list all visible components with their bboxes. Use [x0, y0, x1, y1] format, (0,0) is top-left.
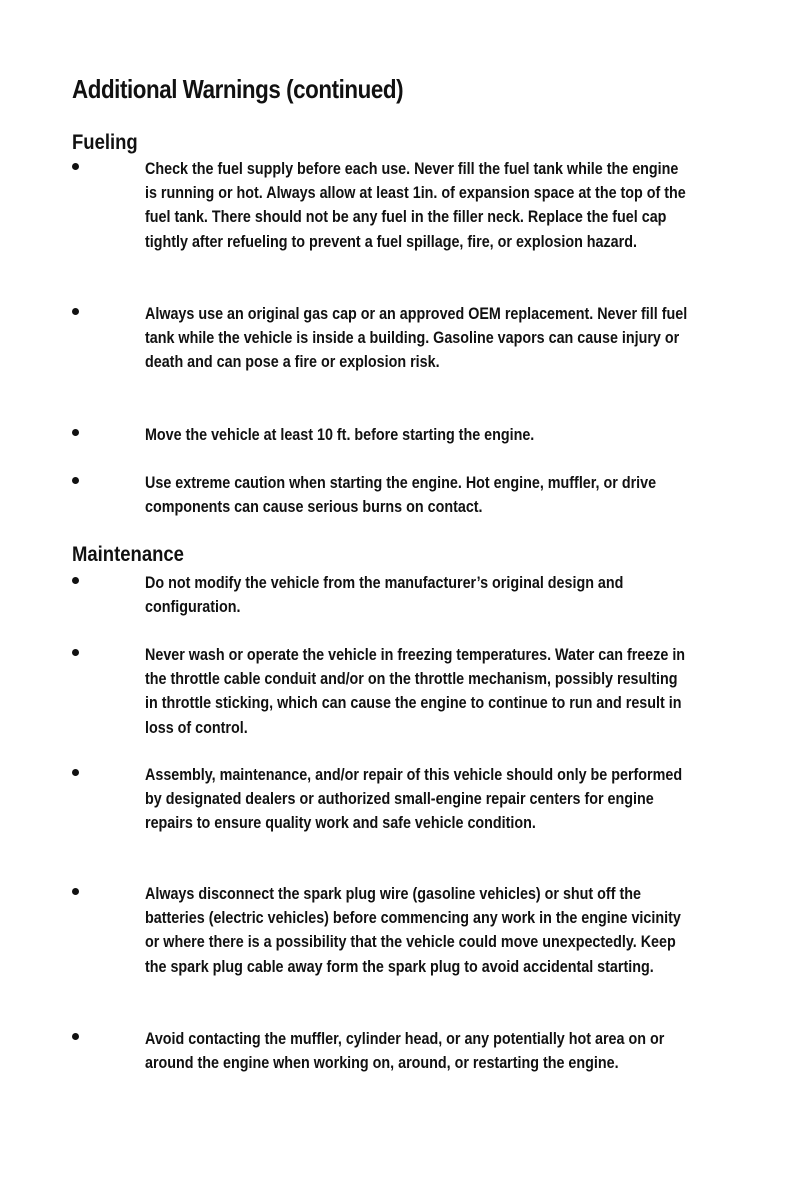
- bullet-icon: [72, 1033, 79, 1040]
- list-item-text: Avoid contacting the muffler, cylinder head, or any potentially hot area on or around the engine when working on, around, or restarting the engine.: [145, 1030, 665, 1073]
- bullet-icon: [72, 888, 79, 895]
- section-heading-maintenance: Maintenance: [72, 543, 184, 566]
- page-title: Additional Warnings (continued): [72, 74, 404, 104]
- list-item-text: Do not modify the vehicle from the manufacturer’s original design and configuration.: [145, 574, 624, 617]
- bullet-icon: [72, 429, 79, 436]
- bullet-icon: [72, 477, 79, 484]
- list-item-text: Check the fuel supply before each use. Never fill the fuel tank while the engine is running or hot. Always allow at least 1in. of expansion space at the top of the fuel tank. There should not be any fuel in the filler neck. Replace the fuel cap tightly after refueling to prevent a fuel spillage, fire, or explosion hazard.: [145, 160, 686, 251]
- list-item-text: Assembly, maintenance, and/or repair of this vehicle should only be performed by designated dealers or authorized small-engine repair centers for engine repairs to ensure quality work and safe vehicle condition.: [145, 766, 683, 833]
- list-item-text: Always use an original gas cap or an approved OEM replacement. Never fill fuel tank while the vehicle is inside a building. Gasoline vapors can cause injury or death and can pose a fire or explosion risk.: [145, 305, 688, 372]
- list-item-text: Use extreme caution when starting the engine. Hot engine, muffler, or drive components can cause serious burns on contact.: [145, 474, 657, 517]
- list-item-text: Move the vehicle at least 10 ft. before starting the engine.: [145, 426, 535, 444]
- section-heading-fueling: Fueling: [72, 131, 138, 154]
- bullet-icon: [72, 577, 79, 584]
- bullet-icon: [72, 308, 79, 315]
- list-item-text: Always disconnect the spark plug wire (gasoline vehicles) or shut off the batteries (electric vehicles) before commencing any work in the engine vicinity or where there is a possibility that the vehicle could move unexpectedly. Keep the spark plug cable away form the spark plug to avoid accidental starting.: [145, 885, 681, 976]
- bullet-icon: [72, 769, 79, 776]
- bullet-icon: [72, 163, 79, 170]
- bullet-icon: [72, 649, 79, 656]
- list-item-text: Never wash or operate the vehicle in freezing temperatures. Water can freeze in the throttle cable conduit and/or on the throttle mechanism, possibly resulting in throttle sticking, which can cause the engine to continue to run and result in loss of control.: [145, 646, 686, 737]
